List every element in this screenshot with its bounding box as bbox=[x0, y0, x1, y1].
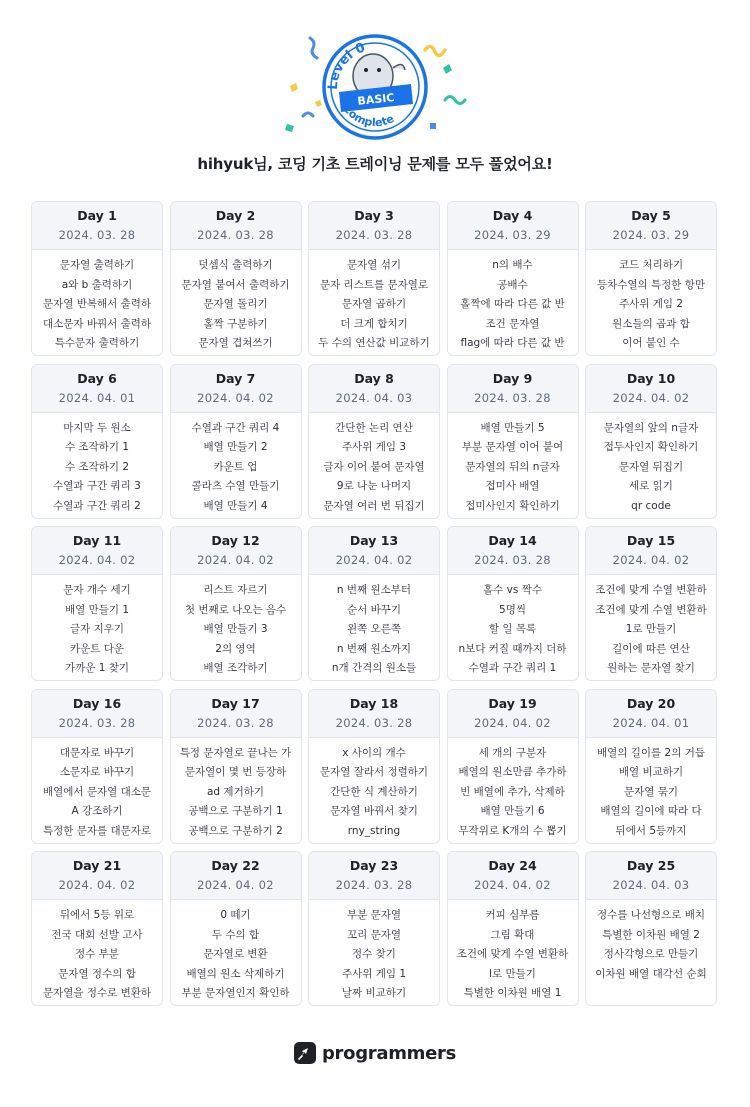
problem-list bbox=[32, 900, 162, 1004]
problem-item[interactable]: 문자열 섞기 bbox=[346, 259, 402, 271]
problem-item[interactable]: 홀수 vs 짝수 bbox=[483, 584, 542, 596]
day-card-header bbox=[171, 690, 301, 738]
problem-list bbox=[171, 900, 301, 1004]
problem-list bbox=[32, 738, 162, 842]
problem-item[interactable]: 문자열로 변환 bbox=[203, 948, 268, 960]
day-date: 2024. 04. 03 bbox=[612, 878, 690, 892]
problem-item[interactable]: 정수를 나선형으로 배치 bbox=[596, 909, 706, 921]
day-card-header bbox=[586, 527, 716, 575]
day-card[interactable] bbox=[447, 201, 579, 356]
day-date: 2024. 03. 28 bbox=[335, 228, 413, 242]
day-date: 2024. 04. 02 bbox=[612, 553, 690, 567]
problem-list bbox=[448, 575, 578, 679]
day-card-header bbox=[586, 690, 716, 738]
problem-item[interactable]: 문자 개수 세기 bbox=[63, 584, 131, 596]
problem-item[interactable]: 문자열 돌리기 bbox=[203, 298, 268, 310]
problem-item[interactable]: 2의 영역 bbox=[215, 642, 256, 655]
day-card-header bbox=[171, 852, 301, 900]
problem-list bbox=[448, 738, 578, 842]
day-card-header bbox=[171, 202, 301, 250]
problem-item[interactable]: 등차수열의 특정한 항만 bbox=[596, 278, 706, 291]
problem-item[interactable]: 정사각형으로 만들기 bbox=[603, 948, 699, 960]
day-card[interactable] bbox=[308, 851, 440, 1006]
day-title: Day 17 bbox=[211, 695, 260, 711]
day-card-header bbox=[586, 365, 716, 413]
problem-item[interactable]: ad 제거하기 bbox=[206, 785, 264, 798]
problem-list bbox=[586, 738, 716, 842]
problem-item[interactable]: 날짜 비교하기 bbox=[341, 987, 407, 999]
day-title: Day 24 bbox=[488, 858, 537, 873]
problem-list bbox=[309, 900, 439, 1004]
problem-item[interactable]: 길이에 따른 연산 bbox=[612, 642, 690, 655]
day-card-header bbox=[309, 527, 439, 575]
problem-item[interactable]: 홀짝에 따라 다른 값 반 bbox=[460, 298, 565, 310]
day-card[interactable] bbox=[308, 201, 440, 356]
problem-item[interactable]: 원소들의 곱과 합 bbox=[612, 317, 690, 330]
problem-item[interactable]: 조건 문자열 bbox=[485, 317, 540, 330]
problem-item[interactable]: 세 개의 구분자 bbox=[478, 746, 547, 759]
day-card-header bbox=[448, 852, 578, 900]
day-date: 2024. 04. 02 bbox=[474, 878, 551, 892]
day-date: 2024. 03. 28 bbox=[58, 715, 136, 730]
problem-item[interactable]: l로 만들기 bbox=[489, 967, 536, 980]
problem-item[interactable]: 문자열을 정수로 변환하 bbox=[42, 987, 152, 999]
problem-item[interactable]: n보다 커질 때까지 더하 bbox=[458, 642, 567, 655]
problem-item[interactable]: 정수 찾기 bbox=[352, 948, 396, 960]
problem-item[interactable]: 문자 리스트를 문자열로 bbox=[319, 278, 429, 291]
day-card[interactable] bbox=[447, 689, 579, 844]
day-card[interactable] bbox=[170, 526, 302, 681]
problem-item[interactable]: 1로 만들기 bbox=[625, 623, 677, 635]
problem-item[interactable]: 콜라츠 수열 만들기 bbox=[191, 480, 280, 492]
problem-item[interactable]: 커피 심부름 bbox=[485, 909, 540, 921]
day-title: Day 21 bbox=[72, 858, 122, 873]
problem-item[interactable]: 접두사인지 확인하기 bbox=[603, 441, 699, 453]
day-title: Day 2 bbox=[215, 208, 256, 223]
problem-list bbox=[309, 575, 439, 679]
problem-item[interactable]: 배열의 길이에 따라 다 bbox=[600, 805, 702, 817]
day-date: 2024. 03. 29 bbox=[474, 228, 551, 242]
badge-ribbon-text: BASIC bbox=[356, 91, 396, 108]
day-date: 2024. 03. 28 bbox=[197, 228, 274, 242]
problem-item[interactable]: 그림 확대 bbox=[490, 928, 535, 941]
day-card-header bbox=[32, 527, 162, 575]
problem-item[interactable]: 접미사 배열 bbox=[485, 480, 540, 492]
day-card-header bbox=[32, 365, 162, 413]
problem-item[interactable]: n 번째 원소까지 bbox=[336, 642, 412, 655]
day-date: 2024. 03. 28 bbox=[474, 390, 551, 405]
day-title: Day 14 bbox=[488, 533, 537, 548]
day-card[interactable] bbox=[585, 364, 717, 519]
day-date: 2024. 03. 28 bbox=[197, 715, 274, 730]
problem-item[interactable]: n개 간격의 원소들 bbox=[331, 662, 417, 674]
problem-item[interactable]: x 사이의 개수 bbox=[342, 746, 406, 759]
problem-item[interactable]: 수열과 구간 쿼리 1 bbox=[468, 662, 557, 674]
problem-list bbox=[32, 250, 162, 354]
problem-item[interactable]: 0 떼기 bbox=[220, 909, 251, 921]
problem-item[interactable]: 특수문자 출력하기 bbox=[54, 337, 140, 349]
problem-item[interactable]: 배열 만들기 6 bbox=[480, 805, 545, 817]
problem-item[interactable]: 마지막 두 원소 bbox=[63, 421, 131, 434]
problem-list bbox=[586, 413, 716, 517]
day-card-header bbox=[32, 690, 162, 738]
problem-item[interactable]: 배열 비교하기 bbox=[618, 766, 684, 778]
day-date: 2024. 04. 02 bbox=[197, 878, 274, 892]
problem-item[interactable]: 더 크게 합치기 bbox=[340, 317, 408, 330]
problem-item[interactable]: 문자열이 몇 번 등장하 bbox=[184, 766, 287, 778]
problem-list bbox=[309, 413, 439, 517]
problem-item[interactable]: 배열의 원소만큼 추가하 bbox=[458, 766, 567, 778]
problem-item[interactable]: 소문자로 바꾸기 bbox=[59, 766, 135, 778]
problem-item[interactable]: 9로 나눈 나머지 bbox=[336, 480, 412, 492]
day-card[interactable] bbox=[31, 689, 163, 844]
problem-item[interactable]: n 번째 원소부터 bbox=[336, 584, 412, 596]
problem-item[interactable]: 공백으로 구분하기 1 bbox=[188, 805, 283, 817]
problem-item[interactable]: 조건에 맞게 수열 변환하 bbox=[595, 584, 707, 596]
problem-list bbox=[309, 250, 439, 354]
problem-item[interactable]: 할 일 목록 bbox=[488, 623, 537, 635]
day-card-header bbox=[309, 690, 439, 738]
problem-item[interactable]: 뒤에서 5등까지 bbox=[615, 824, 687, 837]
problem-item[interactable]: 수열과 구간 쿼리 2 bbox=[53, 499, 141, 512]
problem-item[interactable]: 가까운 1 찾기 bbox=[64, 662, 130, 674]
day-date: 2024. 04. 02 bbox=[612, 390, 690, 405]
day-card-header bbox=[171, 527, 301, 575]
day-title: Day 4 bbox=[492, 208, 533, 223]
day-card[interactable] bbox=[308, 689, 440, 844]
day-card[interactable] bbox=[31, 851, 163, 1006]
problem-item[interactable]: 왼쪽 오른쪽 bbox=[346, 623, 402, 635]
day-date: 2024. 04. 02 bbox=[197, 553, 274, 567]
problem-item[interactable]: 문자열 반복해서 출력하 bbox=[42, 298, 152, 310]
day-title: Day 8 bbox=[354, 370, 394, 386]
problem-item[interactable]: 무작위로 K개의 수 뽑기 bbox=[458, 824, 567, 837]
footer-logo[interactable] bbox=[0, 1040, 750, 1066]
problem-item[interactable]: 대소문자 바꿔서 출력하 bbox=[42, 317, 152, 330]
day-card[interactable] bbox=[585, 689, 717, 844]
day-card[interactable] bbox=[585, 851, 717, 1006]
day-card[interactable] bbox=[308, 364, 440, 519]
problem-list bbox=[586, 250, 716, 354]
problem-list bbox=[171, 250, 301, 354]
problem-item[interactable]: 문자열 여러 번 뒤집기 bbox=[323, 499, 425, 512]
problem-list bbox=[448, 250, 578, 354]
problem-list bbox=[32, 575, 162, 679]
problem-list bbox=[309, 738, 439, 842]
day-date: 2024. 04. 01 bbox=[58, 390, 136, 405]
problem-item[interactable]: 문자열 잘라서 정렬하기 bbox=[319, 766, 429, 778]
problem-item[interactable]: 문자열 바꿔서 찾기 bbox=[330, 805, 418, 817]
problem-item[interactable]: 부분 문자열 bbox=[346, 909, 402, 921]
problem-item[interactable]: 수 조작하기 2 bbox=[64, 460, 130, 473]
day-card[interactable] bbox=[31, 201, 163, 356]
day-card-header bbox=[32, 202, 162, 250]
programmers-logo-icon bbox=[294, 1042, 316, 1064]
day-card-header bbox=[309, 202, 439, 250]
day-card-header bbox=[586, 852, 716, 900]
problem-item[interactable]: 두 수의 합 bbox=[211, 928, 260, 941]
problem-item[interactable]: 문자열의 앞의 n글자 bbox=[603, 421, 699, 434]
problem-item[interactable]: 이어 붙인 수 bbox=[622, 337, 680, 349]
day-title: Day 7 bbox=[215, 370, 256, 386]
day-title: Day 16 bbox=[72, 695, 122, 711]
day-date: 2024. 03. 28 bbox=[58, 228, 136, 242]
problem-item[interactable]: 접미사인지 확인하기 bbox=[465, 499, 560, 512]
problem-item[interactable]: 문자열 붙여서 출력하기 bbox=[181, 278, 290, 291]
problem-item[interactable]: 배열의 원소 삭제하기 bbox=[186, 967, 285, 980]
problem-list bbox=[586, 575, 716, 679]
problem-item[interactable]: 코드 처리하기 bbox=[618, 259, 684, 271]
day-date: 2024. 04. 02 bbox=[335, 553, 413, 567]
problem-item[interactable]: A 강조하기 bbox=[71, 805, 123, 817]
day-card-header bbox=[448, 202, 578, 250]
day-title: Day 19 bbox=[488, 695, 537, 711]
problem-item[interactable]: 첫 번째로 나오는 음수 bbox=[184, 603, 287, 616]
day-card[interactable] bbox=[447, 364, 579, 519]
problem-list bbox=[448, 413, 578, 517]
day-title: Day 18 bbox=[349, 695, 399, 711]
problem-item[interactable]: 배열 만들기 2 bbox=[203, 441, 268, 453]
day-card[interactable] bbox=[447, 851, 579, 1006]
day-card-header bbox=[586, 202, 716, 250]
day-card[interactable] bbox=[308, 526, 440, 681]
day-date: 2024. 04. 01 bbox=[612, 715, 690, 730]
day-card-header bbox=[309, 852, 439, 900]
problem-item[interactable]: 문자열 겹쳐쓰기 bbox=[198, 337, 273, 349]
day-date: 2024. 04. 02 bbox=[58, 878, 136, 892]
problem-item[interactable]: 수열과 구간 쿼리 3 bbox=[53, 480, 141, 492]
problem-item[interactable]: 배열 만들기 1 bbox=[64, 603, 130, 616]
problem-item[interactable]: 문자열 출력하기 bbox=[59, 259, 135, 271]
problem-item[interactable]: 공배수 bbox=[497, 278, 528, 291]
day-title: Day 15 bbox=[626, 533, 676, 548]
day-title: Day 11 bbox=[72, 533, 122, 548]
day-card-header bbox=[448, 365, 578, 413]
day-card-header bbox=[448, 690, 578, 738]
day-card-header bbox=[171, 365, 301, 413]
problem-list bbox=[448, 900, 578, 1004]
day-card[interactable] bbox=[585, 201, 717, 356]
problem-item[interactable]: a와 b 출력하기 bbox=[61, 278, 133, 291]
badge-complete-text: Complete bbox=[340, 102, 397, 130]
problem-item[interactable]: 덧셈식 출력하기 bbox=[198, 259, 273, 271]
problem-item[interactable]: 대문자로 바꾸기 bbox=[59, 746, 135, 759]
day-title: Day 3 bbox=[354, 208, 394, 223]
problem-item[interactable]: 공백으로 구분하기 2 bbox=[188, 824, 283, 837]
problem-item[interactable]: 수열과 구간 쿼리 4 bbox=[191, 421, 280, 434]
day-date: 2024. 04. 02 bbox=[197, 390, 274, 405]
problem-list bbox=[586, 900, 716, 984]
day-title: Day 9 bbox=[492, 370, 533, 386]
day-card-header bbox=[448, 527, 578, 575]
problem-item[interactable]: 주사위 게임 2 bbox=[618, 298, 684, 310]
problem-item[interactable]: n의 배수 bbox=[492, 259, 533, 271]
day-title: Day 5 bbox=[631, 208, 671, 223]
problem-item[interactable]: 카운트 다운 bbox=[69, 642, 125, 655]
problem-list bbox=[171, 575, 301, 679]
day-card[interactable] bbox=[170, 201, 302, 356]
day-date: 2024. 03. 28 bbox=[474, 553, 551, 567]
problem-item[interactable]: 특정한 문자를 대문자로 bbox=[42, 824, 152, 837]
problem-item[interactable]: 글자 지우기 bbox=[69, 623, 125, 635]
problem-item[interactable]: 문자열의 뒤의 n글자 bbox=[465, 460, 560, 473]
problem-item[interactable]: 간단한 논리 연산 bbox=[335, 421, 413, 434]
problem-item[interactable]: 간단한 식 계산하기 bbox=[330, 785, 418, 798]
problem-item[interactable]: 세로 읽기 bbox=[629, 480, 673, 492]
programmers-logo-text: programmers bbox=[321, 1042, 457, 1064]
day-date: 2024. 04. 02 bbox=[474, 715, 551, 730]
day-date: 2024. 03. 28 bbox=[335, 715, 413, 730]
day-card[interactable] bbox=[447, 526, 579, 681]
problem-item[interactable]: 특정 문자열로 끝나는 가 bbox=[179, 746, 292, 759]
day-card[interactable] bbox=[170, 364, 302, 519]
day-card[interactable] bbox=[585, 526, 717, 681]
problem-item[interactable]: 원하는 문자열 찾기 bbox=[607, 662, 695, 674]
level-badge-icon bbox=[275, 28, 475, 146]
day-card-header bbox=[32, 852, 162, 900]
problem-item[interactable]: 문자열 뒤집기 bbox=[618, 460, 684, 473]
problem-item[interactable]: 특별한 이차원 배열 1 bbox=[463, 987, 562, 999]
problem-item[interactable]: 특별한 이차원 배열 2 bbox=[602, 928, 700, 941]
day-card[interactable] bbox=[31, 364, 163, 519]
problem-item[interactable]: 주사위 게임 3 bbox=[341, 441, 407, 453]
problem-list bbox=[171, 738, 301, 842]
problem-item[interactable]: 글자 이어 붙여 문자열 bbox=[323, 460, 425, 473]
problem-list bbox=[32, 413, 162, 517]
problem-item[interactable]: qr code bbox=[631, 499, 671, 512]
problem-item[interactable]: 문자열 곱하기 bbox=[341, 298, 407, 310]
day-date: 2024. 04. 02 bbox=[58, 553, 136, 567]
day-title: Day 10 bbox=[626, 370, 676, 386]
day-card[interactable] bbox=[170, 851, 302, 1006]
day-card[interactable] bbox=[170, 689, 302, 844]
problem-item[interactable]: 부분 문자열인지 확인하 bbox=[181, 987, 290, 999]
problem-list bbox=[171, 413, 301, 517]
problem-item[interactable]: 부분 문자열 이어 붙여 bbox=[461, 441, 564, 453]
badge-level-text: Level 0 bbox=[325, 40, 368, 91]
problem-item[interactable]: 배열에서 문자열 대소문 bbox=[42, 785, 152, 798]
day-title: Day 13 bbox=[349, 533, 399, 548]
day-date: 2024. 03. 29 bbox=[612, 228, 690, 242]
completion-badge-area bbox=[0, 0, 750, 150]
problem-item[interactable]: 배열 조각하기 bbox=[203, 662, 268, 674]
problem-item[interactable]: 카운트 업 bbox=[213, 460, 258, 473]
completion-headline: hihyuk님, 코딩 기초 트레이닝 문제를 모두 풀었어요! bbox=[197, 155, 553, 173]
day-date: 2024. 03. 28 bbox=[335, 878, 413, 892]
day-card[interactable] bbox=[31, 526, 163, 681]
problem-item[interactable]: 홀짝 구분하기 bbox=[203, 317, 268, 330]
problem-item[interactable]: 조건에 맞게 수열 변환하 bbox=[456, 948, 569, 960]
problem-item[interactable]: flag에 따라 다른 값 반 bbox=[460, 337, 565, 349]
day-date: 2024. 04. 03 bbox=[335, 390, 413, 405]
day-title: Day 12 bbox=[211, 533, 260, 548]
problem-item[interactable]: 조건에 맞게 수열 변환하 bbox=[595, 603, 707, 616]
problem-item[interactable]: 뒤에서 5등 위로 bbox=[59, 909, 135, 921]
problem-item[interactable]: rny_string bbox=[347, 824, 401, 837]
day-title: Day 1 bbox=[77, 208, 117, 223]
problem-item[interactable]: 두 수의 연산값 비교하기 bbox=[318, 337, 430, 349]
problem-item[interactable]: 문자열 정수의 합 bbox=[58, 967, 136, 980]
problem-item[interactable]: 배열 만들기 4 bbox=[203, 499, 268, 512]
problem-item[interactable]: 5명씩 bbox=[499, 603, 526, 616]
day-title: Day 23 bbox=[349, 858, 399, 873]
day-title: Day 20 bbox=[626, 695, 676, 711]
problem-item[interactable]: 정수 부분 bbox=[75, 948, 119, 960]
problem-item[interactable]: 리스트 자르기 bbox=[203, 584, 268, 596]
day-title: Day 22 bbox=[211, 858, 260, 873]
problem-item[interactable]: 배열 만들기 3 bbox=[203, 623, 268, 635]
problem-item[interactable]: 전국 대회 선발 고사 bbox=[51, 928, 143, 941]
problem-item[interactable]: 배열의 길이를 2의 거듭 bbox=[597, 746, 705, 759]
day-card-grid bbox=[31, 201, 721, 1006]
problem-item[interactable]: 문자열 묶기 bbox=[623, 785, 679, 798]
problem-item[interactable]: 순서 바꾸기 bbox=[346, 603, 402, 616]
problem-item[interactable]: 수 조작하기 1 bbox=[64, 441, 130, 453]
day-title: Day 25 bbox=[626, 858, 676, 873]
problem-item[interactable]: 꼬리 문자열 bbox=[346, 928, 402, 941]
problem-item[interactable]: 배열 만들기 5 bbox=[480, 421, 545, 434]
problem-item[interactable]: 이차원 배열 대각선 순회 bbox=[595, 967, 707, 980]
problem-item[interactable]: 주사위 게임 1 bbox=[341, 967, 407, 980]
day-card-header bbox=[309, 365, 439, 413]
day-title: Day 6 bbox=[77, 370, 117, 386]
problem-item[interactable]: 빈 배열에 추가, 삭제하 bbox=[460, 785, 565, 798]
